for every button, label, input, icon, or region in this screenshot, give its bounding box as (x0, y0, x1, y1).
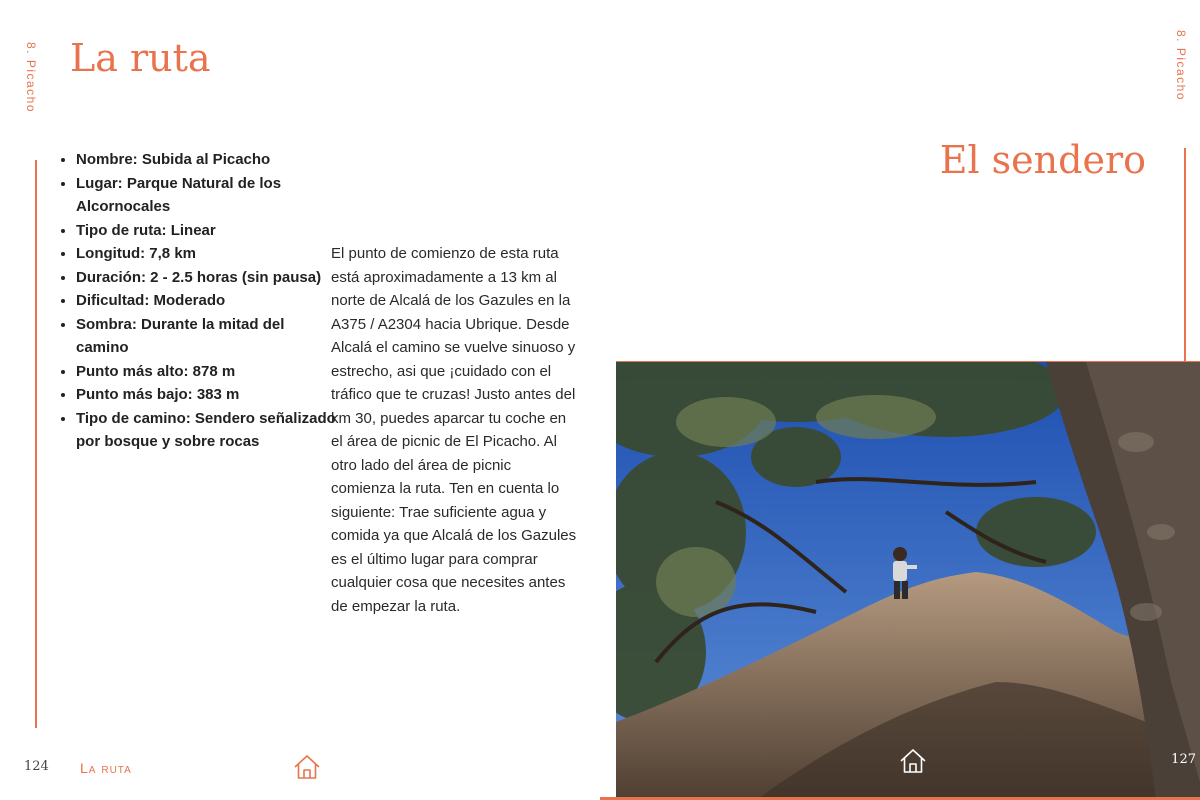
list-item: • Tipo de camino: Sendero señalizado por bosque y sobre rocas (76, 407, 338, 454)
body-paragraph: El punto de comienzo de esta ruta está aproximadamente a 13 km al norte de Alcalá de los Gazules en la A375 / A2304 hacia Ubrique. Desde Alcalá el camino se vuelve sinuoso y estrecho, asi que ¡cuidado con el tráfico que te cruzas! Justo antes del km 30, puedes aparcar tu coche en el área de picnic de El Picacho. Al otro lado del área de picnic comienza la ruta. Ten en cuenta lo siguiente: Trae suficiente agua y comida ya que Alcalá de los Gazules es el último lugar para comprar cualquier cosa que necesites antes de empezar la ruta. (331, 245, 577, 615)
page-number: 127 (1171, 752, 1196, 767)
page-number: 124 (24, 759, 49, 774)
home-icon[interactable] (898, 746, 928, 776)
list-item: • Lugar: Parque Natural de los Alcornocales (76, 172, 338, 219)
list-item: • Punto más bajo: 383 m (76, 383, 338, 407)
right-page (600, 0, 1200, 800)
list-item: • Dificultad: Moderado (76, 289, 338, 313)
margin-rule (35, 160, 37, 728)
chapter-tab: 8. Picacho (1174, 30, 1188, 102)
list-item: • Longitud: 7,8 km (76, 242, 338, 266)
home-icon[interactable] (292, 752, 322, 782)
list-item: • Duración: 2 - 2.5 horas (sin pausa) (76, 266, 338, 290)
list-item: • Punto más alto: 878 m (76, 360, 338, 384)
list-item: • Tipo de ruta: Linear (76, 219, 338, 243)
chapter-tab: 8. Picacho (24, 42, 38, 114)
route-facts-list (54, 148, 338, 454)
trail-photo (616, 362, 1200, 800)
list-item: • Nombre: Subida al Picacho (76, 148, 338, 172)
list-item: • Sombra: Durante la mitad del camino (76, 313, 338, 360)
footer-section-link[interactable]: La ruta (80, 760, 132, 776)
page-title: La ruta (70, 36, 211, 80)
section-title: El sendero (939, 138, 1146, 182)
